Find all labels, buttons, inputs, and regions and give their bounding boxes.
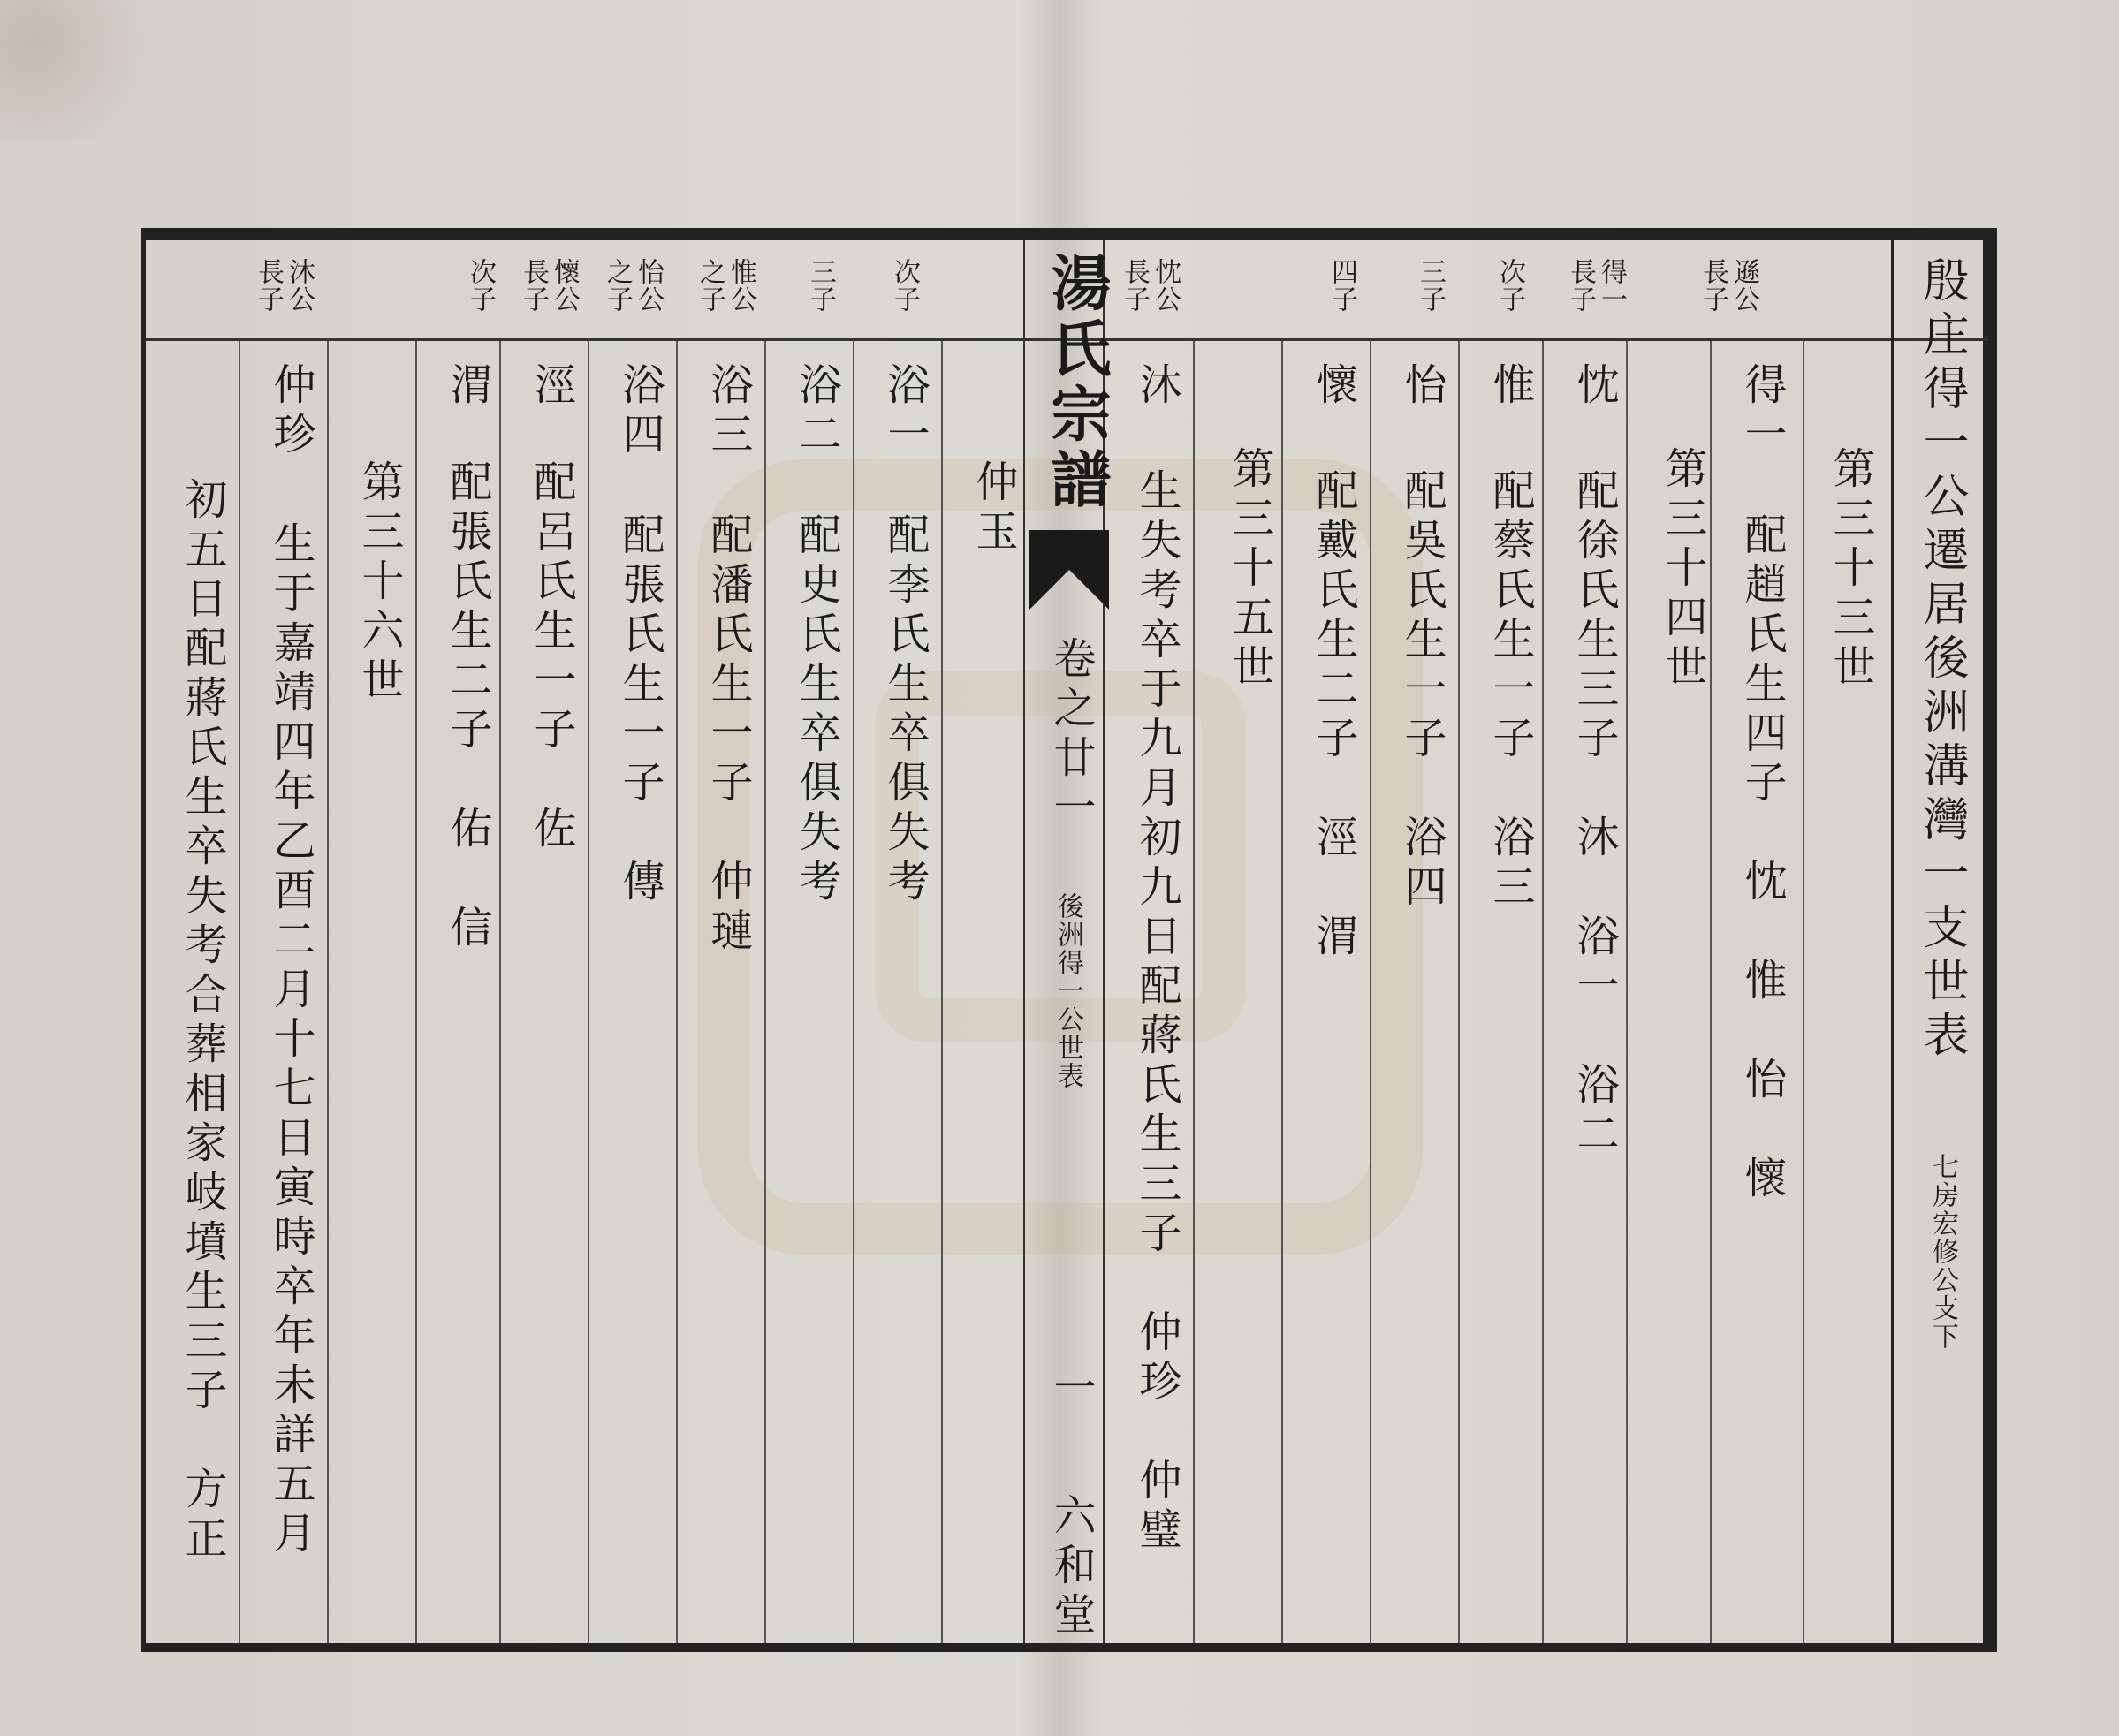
relation-label: 遜公 (1728, 258, 1759, 313)
entry-name: 仲玉 (968, 459, 1018, 558)
entry-text: 初五日配蔣氏生卒失考合葬相家岐墳生三子 方正 (178, 477, 227, 1565)
entry-text: 配張氏生一子 傳 (615, 512, 665, 908)
entry-text: 配徐氏生三子 沐 浴一 浴二 (1569, 468, 1619, 1161)
entry-name: 浴二 (792, 362, 841, 461)
entry-name: 渭 (443, 362, 492, 412)
relation-label: 長子 (1565, 258, 1596, 313)
column-rule (676, 341, 678, 1643)
heading-note: 七房宏修公支下 (1927, 1153, 1958, 1351)
relation-label: 懷公 (549, 258, 580, 313)
entry-name: 浴三 (703, 362, 753, 461)
entry-name: 惟 (1485, 362, 1535, 412)
column-rule (1193, 341, 1195, 1643)
relation-label: 三子 (805, 258, 836, 313)
column-rule (1891, 239, 1894, 1643)
column-rule (853, 341, 854, 1643)
hall-name: 六和堂 (1046, 1493, 1096, 1641)
corner-stain (0, 0, 177, 141)
column-rule (1370, 341, 1371, 1643)
relation-label: 次子 (465, 258, 496, 313)
column-rule (1281, 341, 1283, 1643)
relation-label: 長子 (1697, 258, 1728, 313)
entry-name: 得一 (1737, 362, 1787, 461)
column-rule (499, 341, 501, 1643)
column-rule (1458, 341, 1460, 1643)
relation-label: 之子 (602, 258, 633, 313)
entry-text: 配張氏生二子 佑 信 (443, 459, 492, 954)
entry-name: 仲珍 (266, 362, 315, 461)
entry-text: 配吳氏生一子 浴四 (1397, 468, 1447, 913)
relation-label: 惟公 (725, 258, 756, 313)
entry-text: 配戴氏生二子 涇 渭 (1309, 468, 1358, 963)
page-number: 一 (1046, 1365, 1096, 1414)
entry-text: 配史氏生卒俱失考 (792, 512, 841, 908)
entry-text: 配蔡氏生一子 浴三 (1485, 468, 1535, 913)
column-rule (327, 341, 329, 1643)
relation-label: 沐公 (284, 258, 315, 313)
entry-name: 浴一 (880, 362, 930, 461)
relation-label: 怡公 (633, 258, 664, 313)
entry-text: 配李氏生卒俱失考 (880, 512, 930, 908)
entry-text: 生于嘉靖四年乙酉二月十七日寅時卒年未詳五月 (266, 521, 315, 1560)
relation-label: 次子 (1494, 258, 1525, 313)
entry-text: 配呂氏生一子 佐 (527, 459, 576, 855)
entry-text: 配潘氏生一子 仲璉 (703, 512, 753, 958)
column-rule (239, 341, 240, 1643)
relation-label: 得一 (1596, 258, 1627, 313)
column-rule (1803, 341, 1804, 1643)
column-rule (764, 341, 766, 1643)
entry-name: 懷 (1309, 362, 1358, 412)
column-rule (588, 341, 589, 1643)
entry-name: 涇 (527, 362, 576, 412)
column-rule (1542, 341, 1544, 1643)
relation-label: 長子 (253, 258, 284, 313)
section-label: 後洲得一公世表 (1052, 892, 1083, 1090)
relation-label: 之子 (695, 258, 725, 313)
volume-label: 卷之廿一 (1046, 636, 1096, 834)
generation-33: 第三十三世 (1826, 446, 1875, 694)
generation-34: 第三十四世 (1658, 446, 1707, 694)
column-rule (1626, 341, 1628, 1643)
column-rule (941, 341, 943, 1643)
relation-label: 四子 (1326, 258, 1357, 313)
entry-name: 怡 (1397, 362, 1447, 412)
relation-label: 長子 (518, 258, 549, 313)
entry-name: 浴四 (615, 362, 665, 461)
generation-35: 第三十五世 (1225, 446, 1274, 694)
center-rule (1023, 239, 1025, 1643)
table-heading: 殷庄得一公遷居後洲溝灣一支世表 (1915, 256, 1968, 1065)
relation-label: 長子 (1119, 258, 1150, 313)
relation-label: 三子 (1415, 258, 1446, 313)
relation-label: 忱公 (1150, 258, 1181, 313)
genealogy-title: 湯氏宗譜 (1041, 252, 1112, 513)
entry-name: 沐 (1132, 362, 1181, 412)
entry-name: 忱 (1569, 362, 1619, 412)
generation-36: 第三十六世 (354, 459, 404, 707)
entry-text: 生失考卒于九月初九日配蔣氏生三子 仲珍 仲璧 (1132, 468, 1181, 1557)
entry-text: 配趙氏生四子 忱 惟 怡 懷 (1737, 512, 1787, 1205)
relation-label: 次子 (889, 258, 920, 313)
fishtail-mark (1029, 530, 1109, 610)
column-rule (415, 341, 417, 1643)
